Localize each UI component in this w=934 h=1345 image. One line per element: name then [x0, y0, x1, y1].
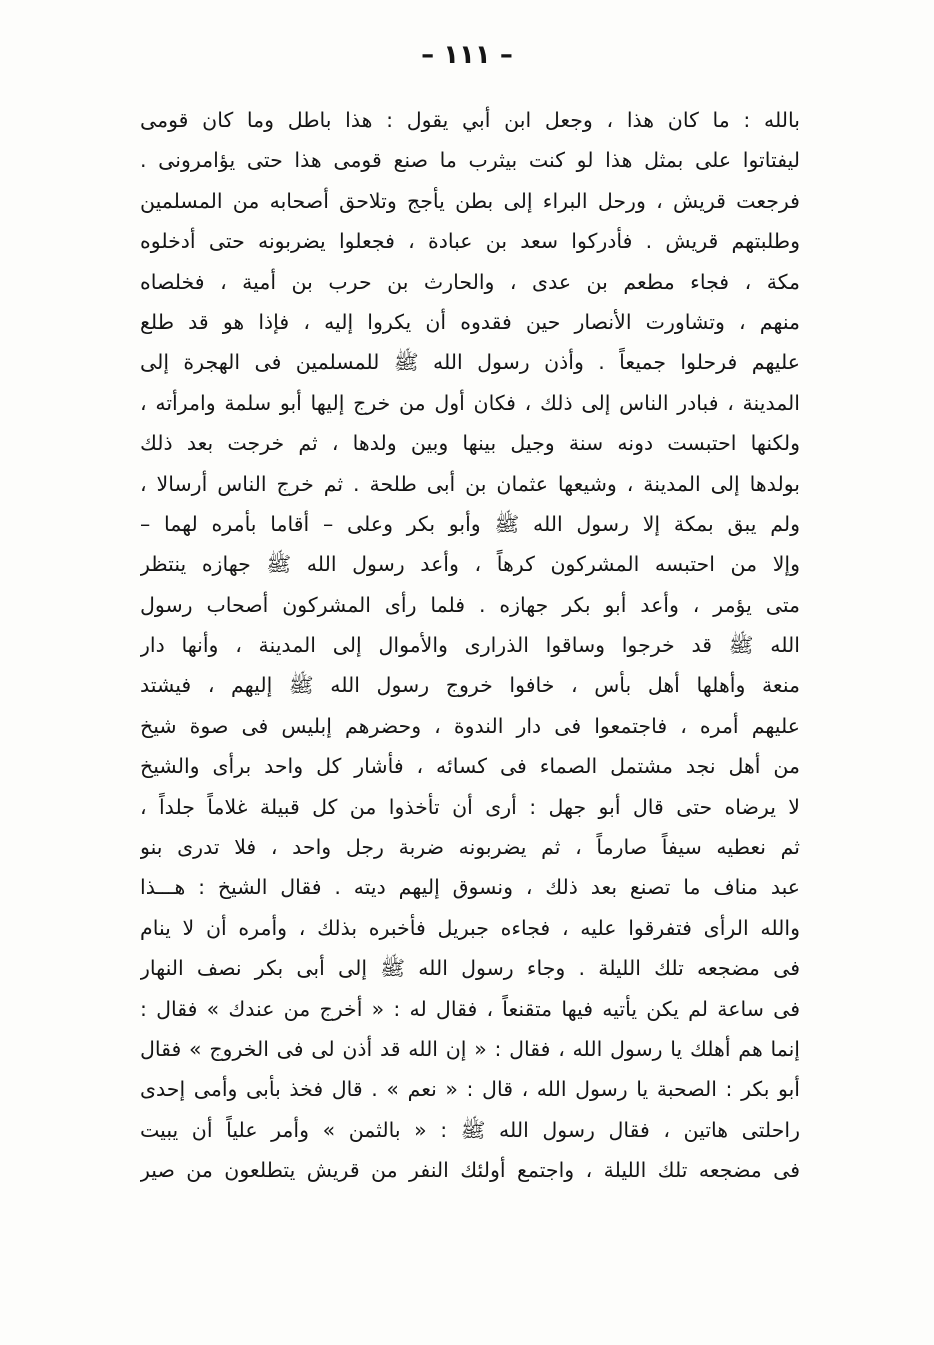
- text-line: فى مضجعه تلك الليلة ، واجتمع أولئك النفر من قريش يتطلعون من صير: [140, 1158, 800, 1183]
- text-line: ثم نعطيه سيفاً صارماً ، ثم يضربونه ضربة رجل واحد ، فلا تدرى بنو: [140, 835, 800, 860]
- text-line: ولم يبق بمكة إلا رسول الله ﷺ وأبو بكر وعلى – أقاما بأمره لهما –: [140, 511, 800, 536]
- text-line: عليهم أمره ، فاجتمعوا فى دار الندوة ، وحضرهم إبليس فى صوة شيخ: [140, 713, 800, 738]
- text-line: عليهم فرحلوا جميعاً . وأذن رسول الله ﷺ للمسلمين فى الهجرة إلى: [140, 350, 800, 375]
- text-line: متى يؤمر ، وأعد أبو بكر جهازه . فلما رأى المشركون أصحاب رسول: [140, 592, 800, 617]
- text-line: عبد مناف ما تصنع بعد ذلك ، ونسوق إليهم ديته . فقال الشيخ : هـــذا: [140, 875, 800, 900]
- text-line: وإلا من احتبسه المشركون كرهاً ، وأعد رسول الله ﷺ جهازه ينتظر: [140, 552, 800, 577]
- page-number: – ١١١ –: [421, 40, 513, 70]
- text-line: منهم ، وتشاورت الأنصار حين فقدوه أن يكروا إليه ، فإذا هو قد طلع: [140, 309, 800, 334]
- text-line: فى ساعة لم يكن يأتيه فيها متقنعاً ، فقال له : « أخرج من عندك » فقال :: [140, 996, 800, 1021]
- text-line: فى مضجعه تلك الليلة . وجاء رسول الله ﷺ إلى أبى بكر نصف النهار: [140, 956, 800, 981]
- text-line: وطلبتهم قريش . فأدركوا سعد بن عبادة ، فجعلوا يضربونه حتى أدخلوه: [140, 229, 800, 254]
- text-line: ولكنها احتبست دونه سنة وجيل بينها وبين ولدها ، ثم خرجت بعد ذلك: [140, 431, 800, 456]
- text-line: منعة وأهلها أهل بأس ، خافوا خروج رسول الله ﷺ إليهم ، فيشتد: [140, 673, 800, 698]
- text-line: بولدها إلى المدينة ، وشيعها عثمان بن أبى طلحة . ثم خرج الناس أرسالا ،: [140, 471, 800, 496]
- text-line: لا يرضاه حتى قال أبو جهل : أرى أن تأخذوا من كل قبيلة غلاماً جلداً ،: [140, 794, 800, 819]
- text-line: بالله : ما كان هذا ، وجعل ابن أبي يقول : هذا باطل وما كان قومى: [140, 108, 800, 132]
- body-text: [140, 100, 800, 1191]
- text-line: أبو بكر : الصحبة يا رسول الله ، قال : « نعم » . قال فخذ بأبى وأمى إحدى: [140, 1077, 800, 1102]
- text-line: إنما هم أهلك يا رسول الله ، فقال : « إن الله قد أذن لى فى الخروج » فقال: [140, 1036, 800, 1061]
- text-line: ليفتاتوا على بمثل هذا لو كنت بيثرب ما صنع قومى هذا حتى يؤامرونى .: [140, 148, 800, 173]
- text-line: من أهل نجد مشتمل الصماء فى كسائه ، فأشار كل واحد برأى والشيخ: [140, 754, 800, 779]
- text-line: مكة ، فجاء مطعم بن عدى ، والحارث بن حرب بن أمية ، فخلصاه: [140, 269, 800, 294]
- text-line: فرجعت قريش ، ورحل البراء إلى بطن يأجج وتلاحق أصحابه من المسلمين: [140, 188, 800, 213]
- text-line: الله ﷺ قد خرجوا وساقوا الذرارى والأموال إلى المدينة ، وأنها دار: [140, 633, 800, 658]
- text-line: والله الرأى فتفرقوا عليه ، فجاءه جبريل فأخبره بذلك ، وأمره أن لا ينام: [140, 915, 800, 940]
- text-line: راحلتى هاتين ، فقال رسول الله ﷺ : « بالثمن » وأمر علياً أن يبيت: [140, 1117, 800, 1142]
- text-line: المدينة ، فبادر الناس إلى ذلك ، فكان أول من خرج إليها أبو سلمة وامرأته ،: [140, 390, 800, 415]
